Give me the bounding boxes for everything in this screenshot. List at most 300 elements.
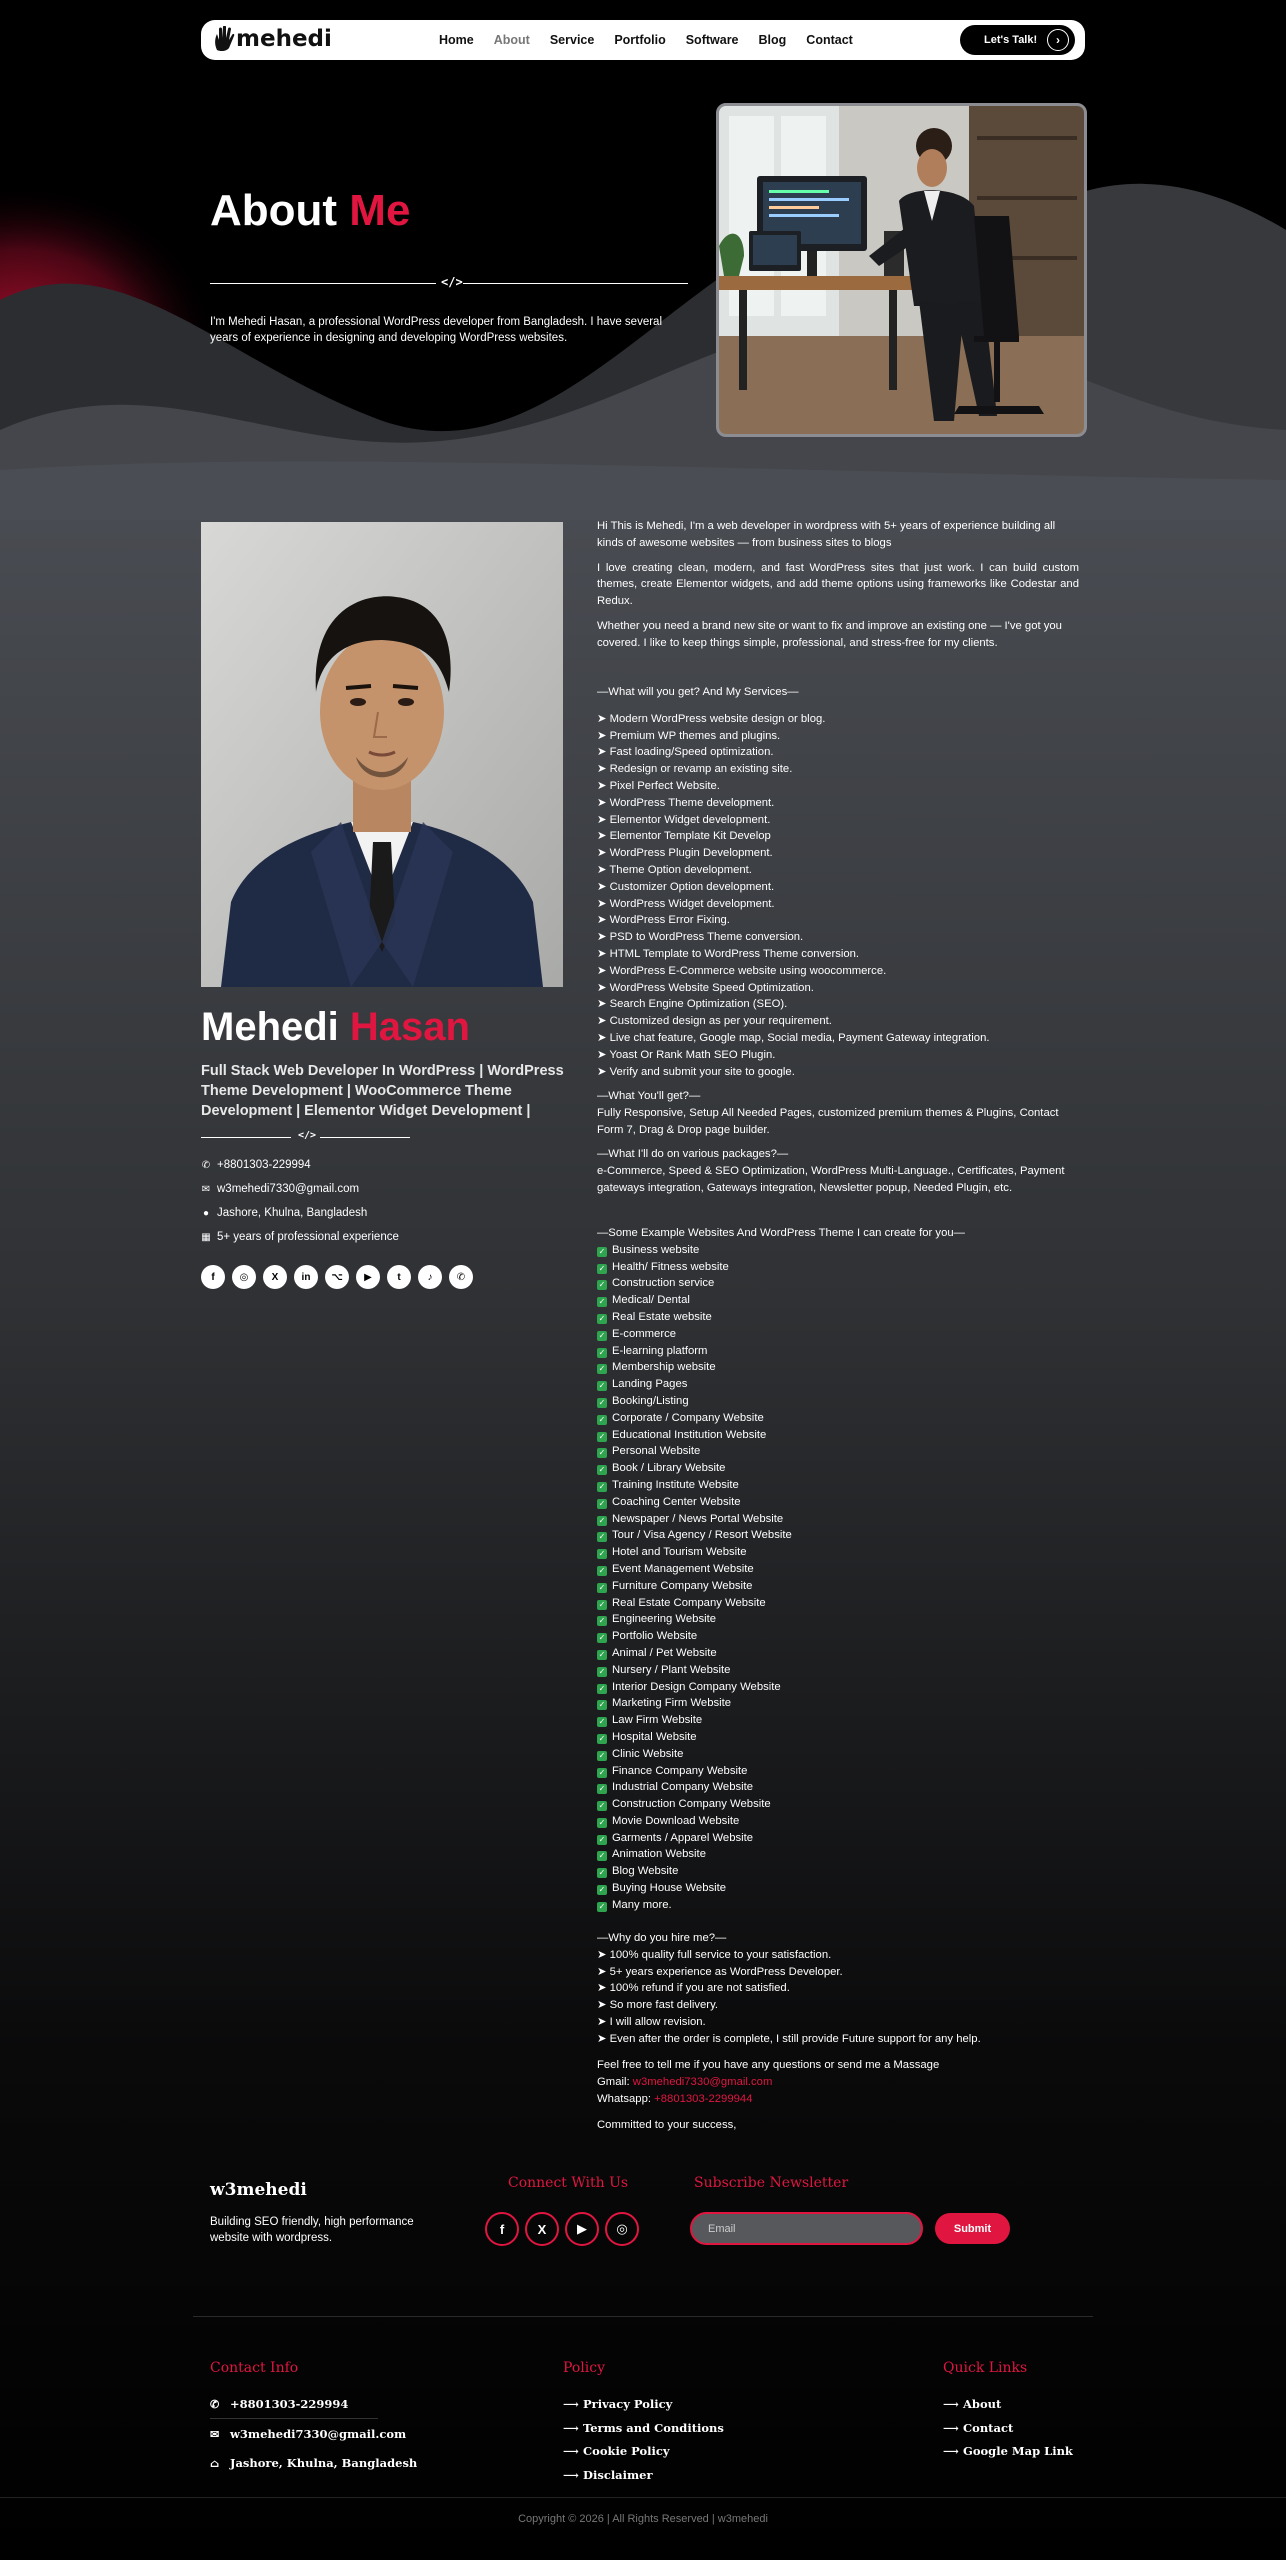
example-item — [597, 1275, 1079, 1292]
footer-contact-divider — [210, 2418, 378, 2419]
policy-link-label: Terms and Conditions — [583, 2421, 724, 2435]
gmail-link[interactable]: w3mehedi7330@gmail.com — [632, 2075, 773, 2088]
example-label: Engineering Website — [612, 1613, 717, 1626]
service-label: ➤ WordPress Theme development. — [597, 796, 775, 809]
checkbox-icon: ✓ — [598, 1700, 606, 1710]
service-item — [597, 1047, 1079, 1064]
example-item — [597, 1443, 1079, 1460]
arrow-right-icon: ⟶ — [563, 2444, 579, 2458]
example-item — [597, 1393, 1079, 1410]
instagram-icon[interactable]: ◎ — [232, 1265, 256, 1289]
checkbox-icon: ✓ — [598, 1381, 606, 1391]
nav-service[interactable]: Service — [549, 33, 595, 47]
facebook-icon[interactable]: f — [201, 1265, 225, 1289]
contact-message — [597, 2057, 1079, 2134]
arrow-right-icon: ⟶ — [943, 2444, 959, 2458]
checkbox-icon: ✓ — [598, 1330, 606, 1340]
quick-link-map[interactable] — [943, 2444, 1073, 2458]
checkbox-icon: ✓ — [598, 1767, 606, 1777]
service-item — [597, 896, 1079, 913]
example-label: Landing Pages — [612, 1378, 688, 1391]
x-icon[interactable]: X — [525, 2212, 559, 2246]
service-item — [597, 963, 1079, 980]
profile-location-text: Jashore, Khulna, Bangladesh — [217, 1207, 368, 1219]
hire-reason-item — [597, 1980, 1079, 1997]
example-item — [597, 1813, 1079, 1830]
nav-about[interactable]: About — [493, 33, 530, 47]
policy-link-privacy[interactable] — [563, 2397, 672, 2411]
github-icon[interactable]: ⌥ — [325, 1265, 349, 1289]
checkbox-icon: ✓ — [598, 1784, 606, 1794]
profile-location — [201, 1207, 367, 1219]
checkbox-icon: ✓ — [598, 1616, 606, 1626]
hire-reason-label: ➤ Even after the order is complete, I still provide Future support for any help. — [597, 2032, 981, 2045]
tiktok-icon[interactable]: ♪ — [418, 1265, 442, 1289]
service-label: ➤ WordPress Error Fixing. — [597, 914, 730, 927]
policy-link-label: Cookie Policy — [583, 2444, 670, 2458]
policy-link-label: Disclaimer — [583, 2468, 653, 2482]
service-item — [597, 744, 1079, 761]
checkbox-icon: ✓ — [598, 1448, 606, 1458]
example-label: Garments / Apparel Website — [612, 1831, 754, 1844]
hand-logo-icon — [213, 26, 235, 52]
example-label: Law Firm Website — [612, 1714, 703, 1727]
connect-heading: Connect With Us — [508, 2175, 629, 2191]
hero-divider-right — [463, 283, 688, 284]
example-label: Training Institute Website — [612, 1478, 739, 1491]
checkbox-icon: ✓ — [598, 1515, 606, 1525]
checkbox-icon: ✓ — [598, 1347, 606, 1357]
whatsapp-label: Whatsapp: — [597, 2092, 655, 2105]
email-icon: ✉ — [201, 1183, 211, 1195]
example-item — [597, 1695, 1079, 1712]
example-item — [597, 1645, 1079, 1662]
hire-reason-item — [597, 1997, 1079, 2014]
example-label: Tour / Visa Agency / Resort Website — [612, 1529, 792, 1542]
lets-talk-label: Let's Talk! — [984, 34, 1038, 46]
example-label: Interior Design Company Website — [612, 1680, 781, 1693]
hire-reason-label: ➤ I will allow revision. — [597, 2015, 706, 2028]
copyright-divider — [0, 2497, 1286, 2498]
service-label: ➤ Modern WordPress website design or blog. — [597, 712, 826, 725]
service-item — [597, 862, 1079, 879]
example-item — [597, 1796, 1079, 1813]
profile-socials — [201, 1265, 473, 1289]
example-label: Business website — [612, 1243, 700, 1256]
example-item — [597, 1763, 1079, 1780]
example-item — [597, 1410, 1079, 1427]
arrow-right-icon: ⟶ — [943, 2421, 959, 2435]
example-label: Booking/Listing — [612, 1394, 689, 1407]
service-label: ➤ WordPress Widget development. — [597, 897, 775, 910]
example-label: Construction Company Website — [612, 1798, 771, 1811]
service-item — [597, 761, 1079, 778]
example-label: Personal Website — [612, 1445, 701, 1458]
contact-intro: Feel free to tell me if you have any questions or send me a Massage — [597, 2059, 940, 2071]
first-name: Mehedi — [201, 1005, 339, 1049]
packages-heading: —What I'll do on various packages?— — [597, 1148, 789, 1161]
hire-section — [597, 1930, 1079, 2048]
checkbox-icon: ✓ — [598, 1599, 606, 1609]
checkbox-icon: ✓ — [598, 1868, 606, 1878]
checkbox-icon: ✓ — [598, 1750, 606, 1760]
service-item — [597, 1064, 1079, 1081]
footer-phone — [210, 2397, 348, 2411]
checkbox-icon: ✓ — [598, 1465, 606, 1475]
service-item — [597, 1030, 1079, 1047]
gmail-label: Gmail: — [597, 2075, 633, 2088]
example-label: Real Estate Company Website — [612, 1596, 766, 1609]
example-item — [597, 1460, 1079, 1477]
checkbox-icon: ✓ — [598, 1901, 606, 1911]
example-item — [597, 1527, 1079, 1544]
example-label: Marketing Firm Website — [612, 1697, 732, 1710]
profile-name — [201, 1005, 470, 1050]
quick-link-label: Google Map Link — [963, 2444, 1073, 2458]
example-item — [597, 1846, 1079, 1863]
policy-link-label: Privacy Policy — [583, 2397, 673, 2411]
profile-divider-left — [201, 1137, 291, 1138]
hire-reason-label: ➤ 5+ years experience as WordPress Developer. — [597, 1965, 843, 1978]
intro-p3: Whether you need a brand new site or want to fix and improve an existing one — I've got you covered. I like to keep things simple, professional, and stress-free for my clients. — [597, 619, 1062, 649]
service-label: ➤ Search Engine Optimization (SEO). — [597, 998, 788, 1011]
example-item — [597, 1746, 1079, 1763]
example-item — [597, 1679, 1079, 1696]
checkbox-icon: ✓ — [598, 1885, 606, 1895]
hire-reason-label: ➤ 100% refund if you are not satisfied. — [597, 1982, 790, 1995]
quick-link-label: About — [963, 2397, 1002, 2411]
get-section — [597, 1088, 1079, 1205]
example-label: Portfolio Website — [612, 1630, 698, 1643]
service-item — [597, 1013, 1079, 1030]
contact-info-heading: Contact Info — [210, 2360, 299, 2376]
whatsapp-icon: ✆ — [201, 1159, 211, 1171]
service-item — [597, 946, 1079, 963]
newsletter-email-input[interactable] — [690, 2212, 923, 2245]
example-label: Blog Website — [612, 1865, 679, 1878]
example-item — [597, 1359, 1079, 1376]
copyright: Copyright © 2026 | All Rights Reserved | w3mehedi — [518, 2513, 768, 2525]
service-item — [597, 728, 1079, 745]
whatsapp-icon[interactable]: ✆ — [449, 1265, 473, 1289]
example-item — [597, 1712, 1079, 1729]
gmail-line — [597, 2074, 1079, 2091]
example-label: Corporate / Company Website — [612, 1411, 764, 1424]
code-icon-small: </> — [298, 1130, 317, 1141]
policy-link-terms[interactable] — [563, 2421, 724, 2435]
location-pin-icon: ● — [202, 1207, 210, 1219]
checkbox-icon: ✓ — [598, 1834, 606, 1844]
example-item — [597, 1662, 1079, 1679]
service-item — [597, 980, 1079, 997]
hire-reason-item — [597, 2031, 1079, 2048]
example-label: Hotel and Tourism Website — [612, 1546, 747, 1559]
arrow-right-icon: ⟶ — [943, 2397, 959, 2411]
service-label: ➤ Elementor Widget development. — [597, 813, 771, 826]
navbar — [201, 20, 1085, 60]
example-label: Construction service — [612, 1277, 715, 1290]
hero-background — [0, 0, 1286, 520]
service-label: ➤ Fast loading/Speed optimization. — [597, 746, 774, 759]
arrow-right-icon: ⟶ — [563, 2421, 579, 2435]
checkbox-icon: ✓ — [598, 1851, 606, 1861]
footer-brand: w3mehedi — [210, 2180, 307, 2200]
example-label: Book / Library Website — [612, 1462, 726, 1475]
profile-email — [201, 1183, 359, 1195]
example-label: Clinic Website — [612, 1747, 684, 1760]
example-item — [597, 1242, 1079, 1259]
service-item — [597, 929, 1079, 946]
service-label: ➤ WordPress E-Commerce website using woocommerce. — [597, 964, 887, 977]
main-menu — [439, 20, 873, 60]
youtube-icon[interactable]: ▶ — [356, 1265, 380, 1289]
quick-link-contact[interactable] — [943, 2421, 1013, 2435]
submit-button[interactable]: Submit — [935, 2213, 1010, 2244]
example-label: Finance Company Website — [612, 1764, 748, 1777]
profile-phone-text: +8801303-229994 — [217, 1159, 311, 1171]
example-item — [597, 1578, 1079, 1595]
service-label: ➤ Elementor Template Kit Develop — [597, 830, 771, 843]
checkbox-icon: ✓ — [598, 1498, 606, 1508]
example-label: Animal / Pet Website — [612, 1646, 717, 1659]
example-item — [597, 1326, 1079, 1343]
service-label: ➤ Redesign or revamp an existing site. — [597, 763, 793, 776]
service-label: ➤ Premium WP themes and plugins. — [597, 729, 781, 742]
profile-experience-text: 5+ years of professional experience — [217, 1231, 399, 1243]
facebook-icon[interactable]: f — [485, 2212, 519, 2246]
hire-reason-item — [597, 1947, 1079, 1964]
map-icon: ⌂ — [210, 2456, 220, 2470]
get-heading: —What You'll get?— — [597, 1090, 701, 1102]
service-label: ➤ HTML Template to WordPress Theme conversion. — [597, 947, 860, 960]
example-label: Newspaper / News Portal Website — [612, 1512, 784, 1525]
last-name: Hasan — [349, 1005, 470, 1049]
checkbox-icon: ✓ — [598, 1280, 606, 1290]
example-item — [597, 1343, 1079, 1360]
newsletter-heading: Subscribe Newsletter — [694, 2175, 849, 2191]
example-item — [597, 1729, 1079, 1746]
example-item — [597, 1779, 1079, 1796]
service-label: ➤ WordPress Website Speed Optimization. — [597, 981, 814, 994]
service-item — [597, 996, 1079, 1013]
footer-email — [210, 2427, 406, 2441]
example-label: Movie Download Website — [612, 1814, 740, 1827]
hero-divider-left — [210, 283, 436, 284]
example-item — [597, 1561, 1079, 1578]
checkbox-icon: ✓ — [598, 1633, 606, 1643]
example-label: Medical/ Dental — [612, 1294, 690, 1307]
example-label: Hospital Website — [612, 1730, 697, 1743]
profile-phone — [201, 1159, 311, 1171]
example-item — [597, 1880, 1079, 1897]
whatsapp-icon: ✆ — [210, 2397, 220, 2411]
intro-p2: I love creating clean, modern, and fast WordPress sites that just work. I can build custom themes, create Elementor widgets, and add theme options using frameworks like Codestar and Redux. — [597, 561, 1079, 608]
hire-reason-item — [597, 1964, 1079, 1981]
example-item — [597, 1477, 1079, 1494]
services-heading: —What will you get? And My Services— — [597, 686, 799, 698]
quick-links-heading: Quick Links — [943, 2360, 1028, 2376]
policy-link-disclaimer[interactable] — [563, 2468, 653, 2482]
hire-reason-label: ➤ 100% quality full service to your satisfaction. — [597, 1948, 832, 1961]
service-label: ➤ Pixel Perfect Website. — [597, 779, 720, 792]
profile-email-text: w3mehedi7330@gmail.com — [217, 1183, 360, 1195]
get-text: Fully Responsive, Setup All Needed Pages, customized premium themes & Plugins, Contact Form 7, Drag & Drop page builder. — [597, 1106, 1059, 1136]
example-label: Buying House Website — [612, 1882, 727, 1895]
checkbox-icon: ✓ — [598, 1364, 606, 1374]
service-item — [597, 912, 1079, 929]
checkbox-icon: ✓ — [598, 1246, 606, 1256]
checkbox-icon: ✓ — [598, 1532, 606, 1542]
example-label: Membership website — [612, 1361, 716, 1374]
checkbox-icon: ✓ — [598, 1817, 606, 1827]
example-item — [597, 1259, 1079, 1276]
example-label: Many more. — [612, 1898, 672, 1911]
example-item — [597, 1863, 1079, 1880]
footer-location-text: Jashore, Khulna, Bangladesh — [230, 2456, 418, 2470]
profile-photo — [201, 522, 563, 987]
hire-list — [597, 1947, 1079, 2048]
service-item — [597, 795, 1079, 812]
example-label: Educational Institution Website — [612, 1428, 767, 1441]
arrow-right-icon: › — [1047, 29, 1069, 51]
example-item — [597, 1595, 1079, 1612]
email-icon: ✉ — [210, 2427, 220, 2441]
hero-title-b: Me — [349, 186, 411, 235]
footer-phone-text: +8801303-229994 — [230, 2397, 349, 2411]
quick-link-label: Contact — [963, 2421, 1014, 2435]
example-label: Real Estate website — [612, 1310, 712, 1323]
footer-tagline: Building SEO friendly, high performance website with wordpress. — [210, 2216, 414, 2244]
service-label: ➤ Theme Option development. — [597, 863, 752, 876]
policy-link-cookie[interactable] — [563, 2444, 670, 2458]
service-label: ➤ WordPress Plugin Development. — [597, 847, 773, 860]
example-item — [597, 1376, 1079, 1393]
linkedin-icon[interactable]: in — [294, 1265, 318, 1289]
example-label: E-commerce — [612, 1327, 677, 1340]
about-intro — [597, 518, 1079, 660]
services-section — [597, 684, 1079, 1080]
examples-section — [597, 1225, 1079, 1914]
service-label: ➤ Live chat feature, Google map, Social media, Payment Gateway integration. — [597, 1031, 990, 1044]
hire-heading: —Why do you hire me?— — [597, 1932, 727, 1944]
checkbox-icon: ✓ — [598, 1801, 606, 1811]
checkbox-icon: ✓ — [598, 1313, 606, 1323]
service-item — [597, 812, 1079, 829]
footer-divider — [193, 2316, 1093, 2317]
nav-portfolio[interactable]: Portfolio — [614, 33, 666, 47]
example-label: Furniture Company Website — [612, 1579, 753, 1592]
checkbox-icon: ✓ — [598, 1397, 606, 1407]
checkbox-icon: ✓ — [598, 1414, 606, 1424]
hire-reason-item — [597, 2014, 1079, 2031]
nav-software[interactable]: Software — [685, 33, 739, 47]
tumblr-icon[interactable]: t — [387, 1265, 411, 1289]
example-item — [597, 1897, 1079, 1914]
policy-heading: Policy — [563, 2360, 605, 2376]
logo-text: mehedi — [236, 26, 332, 52]
hero-office-image — [716, 103, 1087, 437]
lets-talk-button[interactable] — [960, 25, 1075, 55]
example-item — [597, 1544, 1079, 1561]
example-item — [597, 1611, 1079, 1628]
arrow-right-icon: ⟶ — [563, 2397, 579, 2411]
service-item — [597, 879, 1079, 896]
whatsapp-link[interactable]: +8801303-2299944 — [654, 2092, 753, 2105]
closing-text: Committed to your success, — [597, 2119, 737, 2132]
checkbox-icon: ✓ — [598, 1549, 606, 1559]
checkbox-icon: ✓ — [598, 1733, 606, 1743]
hire-reason-label: ➤ So more fast delivery. — [597, 1999, 719, 2012]
code-icon: </> — [441, 275, 463, 289]
example-label: Industrial Company Website — [612, 1781, 754, 1794]
youtube-icon[interactable]: ▶ — [565, 2212, 599, 2246]
hero-title-a: About — [210, 186, 338, 235]
example-label: E-learning platform — [612, 1344, 708, 1357]
service-item — [597, 711, 1079, 728]
service-label: ➤ Customized design as per your requirement. — [597, 1015, 832, 1028]
example-label: Nursery / Plant Website — [612, 1663, 731, 1676]
checkbox-icon: ✓ — [598, 1263, 606, 1273]
example-item — [597, 1309, 1079, 1326]
service-item — [597, 828, 1079, 845]
calendar-icon: ▦ — [201, 1231, 211, 1243]
nav-contact[interactable]: Contact — [806, 33, 853, 47]
x-icon[interactable]: X — [263, 1265, 287, 1289]
checkbox-icon: ✓ — [598, 1565, 606, 1575]
quick-link-about[interactable] — [943, 2397, 1001, 2411]
example-item — [597, 1830, 1079, 1847]
example-label: Health/ Fitness website — [612, 1260, 729, 1273]
checkbox-icon: ✓ — [598, 1431, 606, 1441]
instagram-icon[interactable]: ◎ — [605, 2212, 639, 2246]
whatsapp-line — [597, 2091, 1079, 2108]
intro-p1: Hi This is Mehedi, I'm a web developer in wordpress with 5+ years of experience building all kinds of awesome websites — from business sites to blogs — [597, 520, 1056, 549]
footer-email-text: w3mehedi7330@gmail.com — [230, 2427, 407, 2441]
example-item — [597, 1511, 1079, 1528]
arrow-right-icon: ⟶ — [563, 2468, 579, 2482]
footer-location — [210, 2456, 417, 2470]
service-label: ➤ PSD to WordPress Theme conversion. — [597, 931, 804, 944]
examples-heading: —Some Example Websites And WordPress Theme I can create for you— — [597, 1227, 965, 1239]
service-item — [597, 778, 1079, 795]
example-item — [597, 1628, 1079, 1645]
email-placeholder: Email — [708, 2222, 736, 2235]
services-list — [597, 711, 1079, 1081]
checkbox-icon: ✓ — [598, 1481, 606, 1491]
checkbox-icon: ✓ — [598, 1683, 606, 1693]
example-label: Event Management Website — [612, 1562, 754, 1575]
profile-experience — [201, 1231, 399, 1243]
example-label: Coaching Center Website — [612, 1495, 741, 1508]
logo[interactable] — [213, 26, 332, 52]
checkbox-icon: ✓ — [598, 1582, 606, 1592]
packages-text: e-Commerce, Speed & SEO Optimization, WordPress Multi-Language., Certificates, Payment gateways integration, Gateways integration, Newsletter popup, Needed Plugin, etc. — [597, 1165, 1065, 1194]
service-label: ➤ Verify and submit your site to google. — [597, 1065, 795, 1078]
example-item — [597, 1427, 1079, 1444]
hero-title — [210, 186, 410, 236]
service-label: ➤ Yoast Or Rank Math SEO Plugin. — [597, 1048, 776, 1061]
nav-blog[interactable]: Blog — [758, 33, 787, 47]
checkbox-icon: ✓ — [598, 1717, 606, 1727]
service-item — [597, 845, 1079, 862]
checkbox-icon: ✓ — [598, 1649, 606, 1659]
profile-role: Full Stack Web Developer In WordPress | WordPress Theme Development | WooCommerce Theme Development | Elementor Widget Development | — [201, 1063, 564, 1119]
nav-home[interactable]: Home — [439, 33, 474, 47]
checkbox-icon: ✓ — [598, 1297, 606, 1307]
example-item — [597, 1292, 1079, 1309]
service-label: ➤ Customizer Option development. — [597, 880, 775, 893]
checkbox-icon: ✓ — [598, 1666, 606, 1676]
